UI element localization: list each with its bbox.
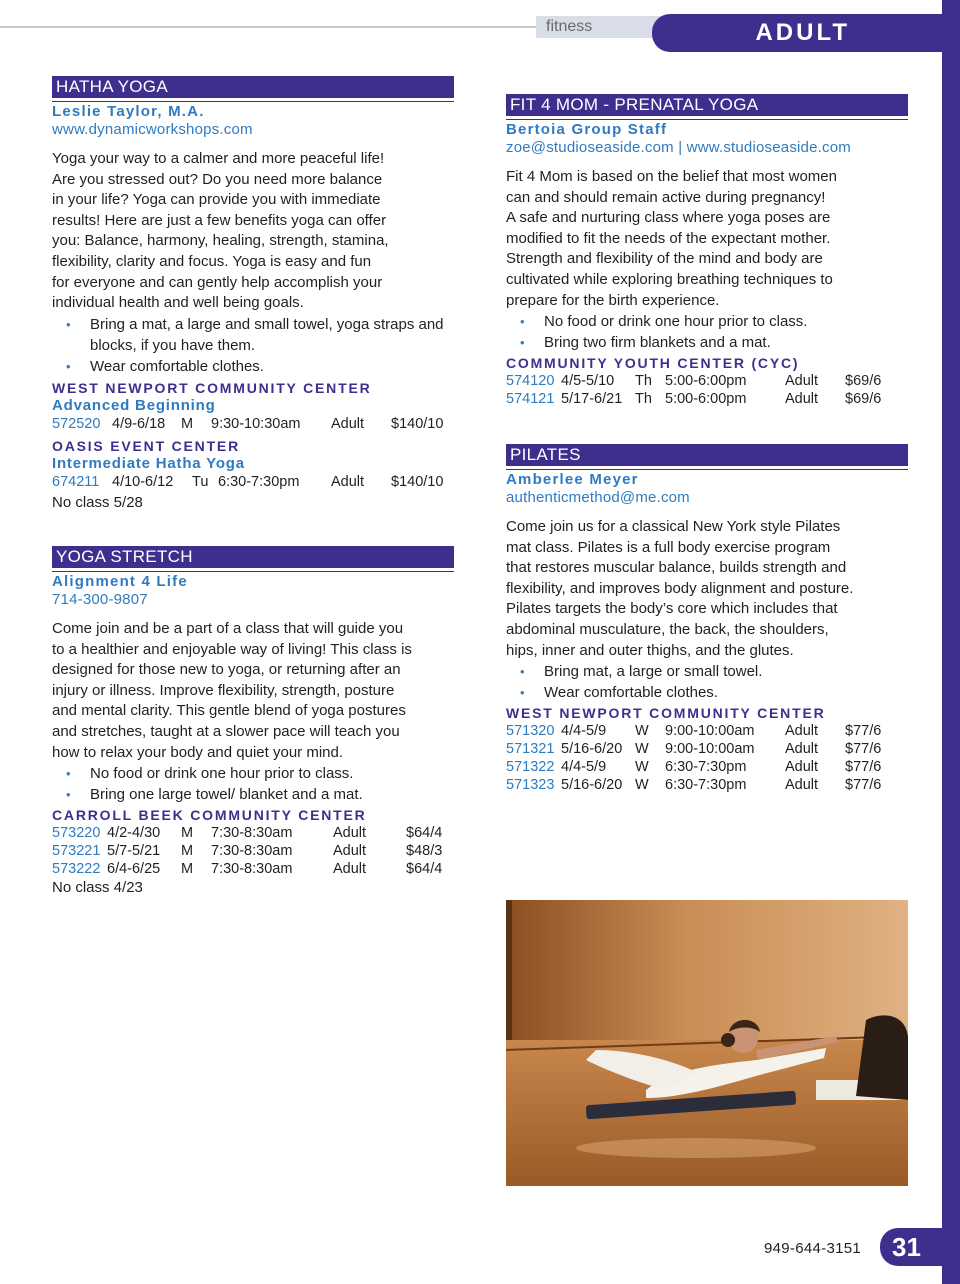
description-line: Are you stressed out? Do you need more balance: [52, 170, 383, 188]
section-title-yoga-stretch: YOGA STRETCH: [52, 546, 454, 568]
description-line: designed for those new to yoga, or returning after an: [52, 661, 401, 679]
header-rule: [0, 26, 540, 28]
instructor-phone: 714-300-9807: [52, 591, 148, 608]
description-line: and stretches, taught at a slower pace will teach you: [52, 722, 400, 740]
venue-name: CARROLL BEEK COMMUNITY CENTER: [52, 807, 367, 824]
course-day: W: [635, 777, 649, 794]
schedule-row: [506, 390, 910, 408]
schedule-row: [52, 824, 456, 842]
description-line: Strength and flexibility of the mind and body are: [506, 250, 823, 268]
course-time: 9:00-10:00am: [665, 723, 755, 740]
course-code[interactable]: 674211: [52, 473, 100, 490]
page-edge-stripe: [942, 0, 960, 1284]
class-requirements-list: [506, 661, 910, 703]
course-code[interactable]: 571323: [506, 777, 555, 794]
instructor-name: Alignment 4 Life: [52, 573, 188, 590]
instructor-name: Amberlee Meyer: [506, 471, 639, 488]
course-fee: $77/6: [845, 741, 882, 758]
course-code[interactable]: 571320: [506, 723, 555, 740]
course-code[interactable]: 571322: [506, 759, 555, 776]
course-time: 7:30-8:30am: [211, 861, 293, 878]
course-age: Adult: [333, 861, 367, 878]
venue-name: COMMUNITY YOUTH CENTER (CYC): [506, 355, 800, 372]
course-code[interactable]: 574121: [506, 391, 555, 408]
yoga-stretch-section: [52, 573, 456, 898]
course-age: Adult: [331, 415, 365, 432]
course-day: Th: [635, 391, 652, 408]
schedule-row: [506, 740, 910, 758]
venue-name: WEST NEWPORT COMMUNITY CENTER: [506, 705, 826, 722]
course-day: W: [635, 741, 649, 758]
course-age: Adult: [785, 741, 819, 758]
prenatal-yoga-section: [506, 121, 910, 408]
description-line: Come join and be a part of a class that will guide you: [52, 620, 404, 637]
course-fee: $69/6: [845, 391, 882, 408]
section-title-prenatal-yoga: FIT 4 MOM - PRENATAL YOGA: [506, 94, 908, 116]
course-age: Adult: [785, 373, 819, 390]
course-fee: $140/10: [391, 473, 444, 490]
description-line: hips, inner and outer thighs, and the glutes.: [506, 641, 794, 659]
instructor-name: Bertoia Group Staff: [506, 121, 668, 138]
course-code[interactable]: 574120: [506, 373, 555, 390]
course-time: 9:30-10:30am: [211, 415, 301, 432]
schedule-row: [52, 473, 456, 491]
course-age: Adult: [333, 825, 367, 842]
course-day: W: [635, 723, 649, 740]
course-age: Adult: [785, 777, 819, 794]
course-fee: $48/3: [406, 843, 443, 860]
description-line: to a healthier and enjoyable way of living! This class is: [52, 640, 412, 658]
course-dates: 4/9-6/18: [112, 415, 166, 432]
description-line: flexibility, and improves body alignment and posture.: [506, 579, 854, 597]
hatha-yoga-section: [52, 103, 456, 513]
course-day: M: [181, 861, 194, 878]
course-age: Adult: [331, 473, 365, 490]
course-code[interactable]: 573220: [52, 825, 101, 842]
course-dates: 4/4-5/9: [561, 759, 607, 776]
course-time: 7:30-8:30am: [211, 825, 293, 842]
schedule-row: [506, 372, 910, 390]
footer-phone: 949-644-3151: [764, 1240, 862, 1257]
requirement-item: • Bring a mat, a large and small towel, yoga straps and blocks, if you have them.: [52, 314, 456, 356]
instructor-contact-link[interactable]: zoe@studioseaside.com | www.studioseaside.com: [506, 139, 851, 156]
course-fee: $77/6: [845, 777, 882, 794]
requirement-item: • Wear comfortable clothes.: [52, 356, 456, 377]
section-title-pilates: PILATES: [506, 444, 908, 466]
audience-tab: ADULT: [652, 14, 944, 52]
requirement-item: • Bring one large towel/ blanket and a mat.: [52, 784, 456, 805]
class-level: Advanced Beginning: [52, 396, 216, 414]
course-dates: 5/16-6/20: [561, 777, 623, 794]
course-code[interactable]: 572520: [52, 415, 101, 432]
description-line: mat class. Pilates is a full body exercise program: [506, 538, 831, 556]
pilates-section: [506, 471, 910, 794]
course-age: Adult: [785, 391, 819, 408]
course-time: 7:30-8:30am: [211, 843, 293, 860]
class-description: [52, 149, 456, 314]
venue-name: WEST NEWPORT COMMUNITY CENTER: [52, 379, 372, 396]
page-number: 31: [880, 1228, 944, 1266]
course-dates: 4/5-5/10: [561, 373, 615, 390]
class-requirements-list: [506, 311, 910, 353]
description-line: you: Balance, harmony, healing, strength, stamina,: [52, 232, 389, 250]
schedule-row: [506, 722, 910, 740]
course-day: M: [181, 825, 194, 842]
description-line: Come join us for a classical New York style Pilates: [506, 518, 841, 535]
course-day: M: [181, 843, 194, 860]
description-line: abdominal musculature, the back, the shoulders,: [506, 620, 829, 638]
schedule-row: [506, 758, 910, 776]
description-line: results! Here are just a few benefits yoga can offer: [52, 211, 387, 229]
class-level: Intermediate Hatha Yoga: [52, 454, 245, 472]
description-line: and mental clarity. This gentle blend of yoga postures: [52, 702, 406, 720]
course-age: Adult: [785, 759, 819, 776]
description-line: can and should remain active during pregnancy!: [506, 188, 826, 206]
requirement-item: • No food or drink one hour prior to class.: [506, 311, 910, 332]
course-dates: 5/7-5/21: [107, 843, 161, 860]
course-dates: 5/17-6/21: [561, 391, 623, 408]
course-fee: $140/10: [391, 415, 444, 432]
requirement-item: • Bring mat, a large or small towel.: [506, 661, 910, 682]
course-dates: 4/2-4/30: [107, 825, 161, 842]
class-description: [506, 167, 910, 311]
description-line: how to relax your body and quiet your mind.: [52, 743, 343, 761]
description-line: A safe and nurturing class where yoga poses are: [506, 209, 831, 227]
course-fee: $64/4: [406, 861, 443, 878]
photo-illustration: [506, 900, 908, 1186]
course-age: Adult: [333, 843, 367, 860]
description-line: that restores muscular balance, builds strength and: [506, 559, 847, 577]
description-line: Fit 4 Mom is based on the belief that most women: [506, 168, 837, 185]
instructor-email-link[interactable]: authenticmethod@me.com: [506, 489, 690, 506]
course-day: Tu: [192, 473, 209, 490]
course-time: 6:30-7:30pm: [218, 473, 300, 490]
course-dates: 4/4-5/9: [561, 723, 607, 740]
class-description: [506, 517, 910, 661]
class-description: [52, 619, 456, 763]
course-age: Adult: [785, 723, 819, 740]
description-line: for everyone and can gently help accomplish your: [52, 273, 383, 291]
course-fee: $77/6: [845, 759, 882, 776]
instructor-name: Leslie Taylor, M.A.: [52, 103, 205, 120]
course-time: 9:00-10:00am: [665, 741, 755, 758]
course-code[interactable]: 571321: [506, 741, 555, 758]
class-requirements-list: [52, 763, 456, 805]
pilates-class-photo: [506, 900, 908, 1186]
schedule-row: [52, 415, 456, 433]
description-line: Pilates targets the body’s core which includes that: [506, 600, 838, 618]
class-note: No class 4/23: [52, 879, 143, 897]
description-line: modified to fit the needs of the expectant mother.: [506, 229, 831, 247]
description-line: cultivated while exploring breathing techniques to: [506, 270, 833, 288]
section-title-hatha-yoga: HATHA YOGA: [52, 76, 454, 98]
description-line: individual health and well being goals.: [52, 294, 304, 312]
schedule-row: [52, 860, 456, 878]
course-time: 6:30-7:30pm: [665, 759, 747, 776]
description-line: injury or illness. Improve flexibility, strength, posture: [52, 681, 395, 699]
course-day: W: [635, 759, 649, 776]
description-line: in your life? Yoga can provide you with immediate: [52, 191, 381, 209]
course-time: 5:00-6:00pm: [665, 391, 747, 408]
course-time: 6:30-7:30pm: [665, 777, 747, 794]
section-category-tab: fitness: [536, 16, 666, 38]
course-dates: 4/10-6/12: [112, 473, 174, 490]
course-time: 5:00-6:00pm: [665, 373, 747, 390]
description-line: flexibility, clarity and focus. Yoga is easy and fun: [52, 252, 372, 270]
schedule-row: [506, 776, 910, 794]
schedule-row: [52, 842, 456, 860]
course-fee: $69/6: [845, 373, 882, 390]
instructor-website-link[interactable]: www.dynamicworkshops.com: [52, 121, 253, 138]
course-day: Th: [635, 373, 652, 390]
course-code[interactable]: 573222: [52, 861, 101, 878]
course-dates: 6/4-6/25: [107, 861, 161, 878]
venue-name: OASIS EVENT CENTER: [52, 437, 240, 454]
course-fee: $64/4: [406, 825, 443, 842]
description-line: prepare for the birth experience.: [506, 291, 720, 309]
description-line: Yoga your way to a calmer and more peaceful life!: [52, 150, 385, 167]
course-day: M: [181, 415, 194, 432]
course-code[interactable]: 573221: [52, 843, 101, 860]
requirement-item: • No food or drink one hour prior to class.: [52, 763, 456, 784]
requirement-item: • Wear comfortable clothes.: [506, 682, 910, 703]
course-dates: 5/16-6/20: [561, 741, 623, 758]
class-note: No class 5/28: [52, 493, 143, 511]
class-requirements-list: [52, 314, 456, 377]
course-fee: $77/6: [845, 723, 882, 740]
requirement-item: • Bring two firm blankets and a mat.: [506, 332, 910, 353]
